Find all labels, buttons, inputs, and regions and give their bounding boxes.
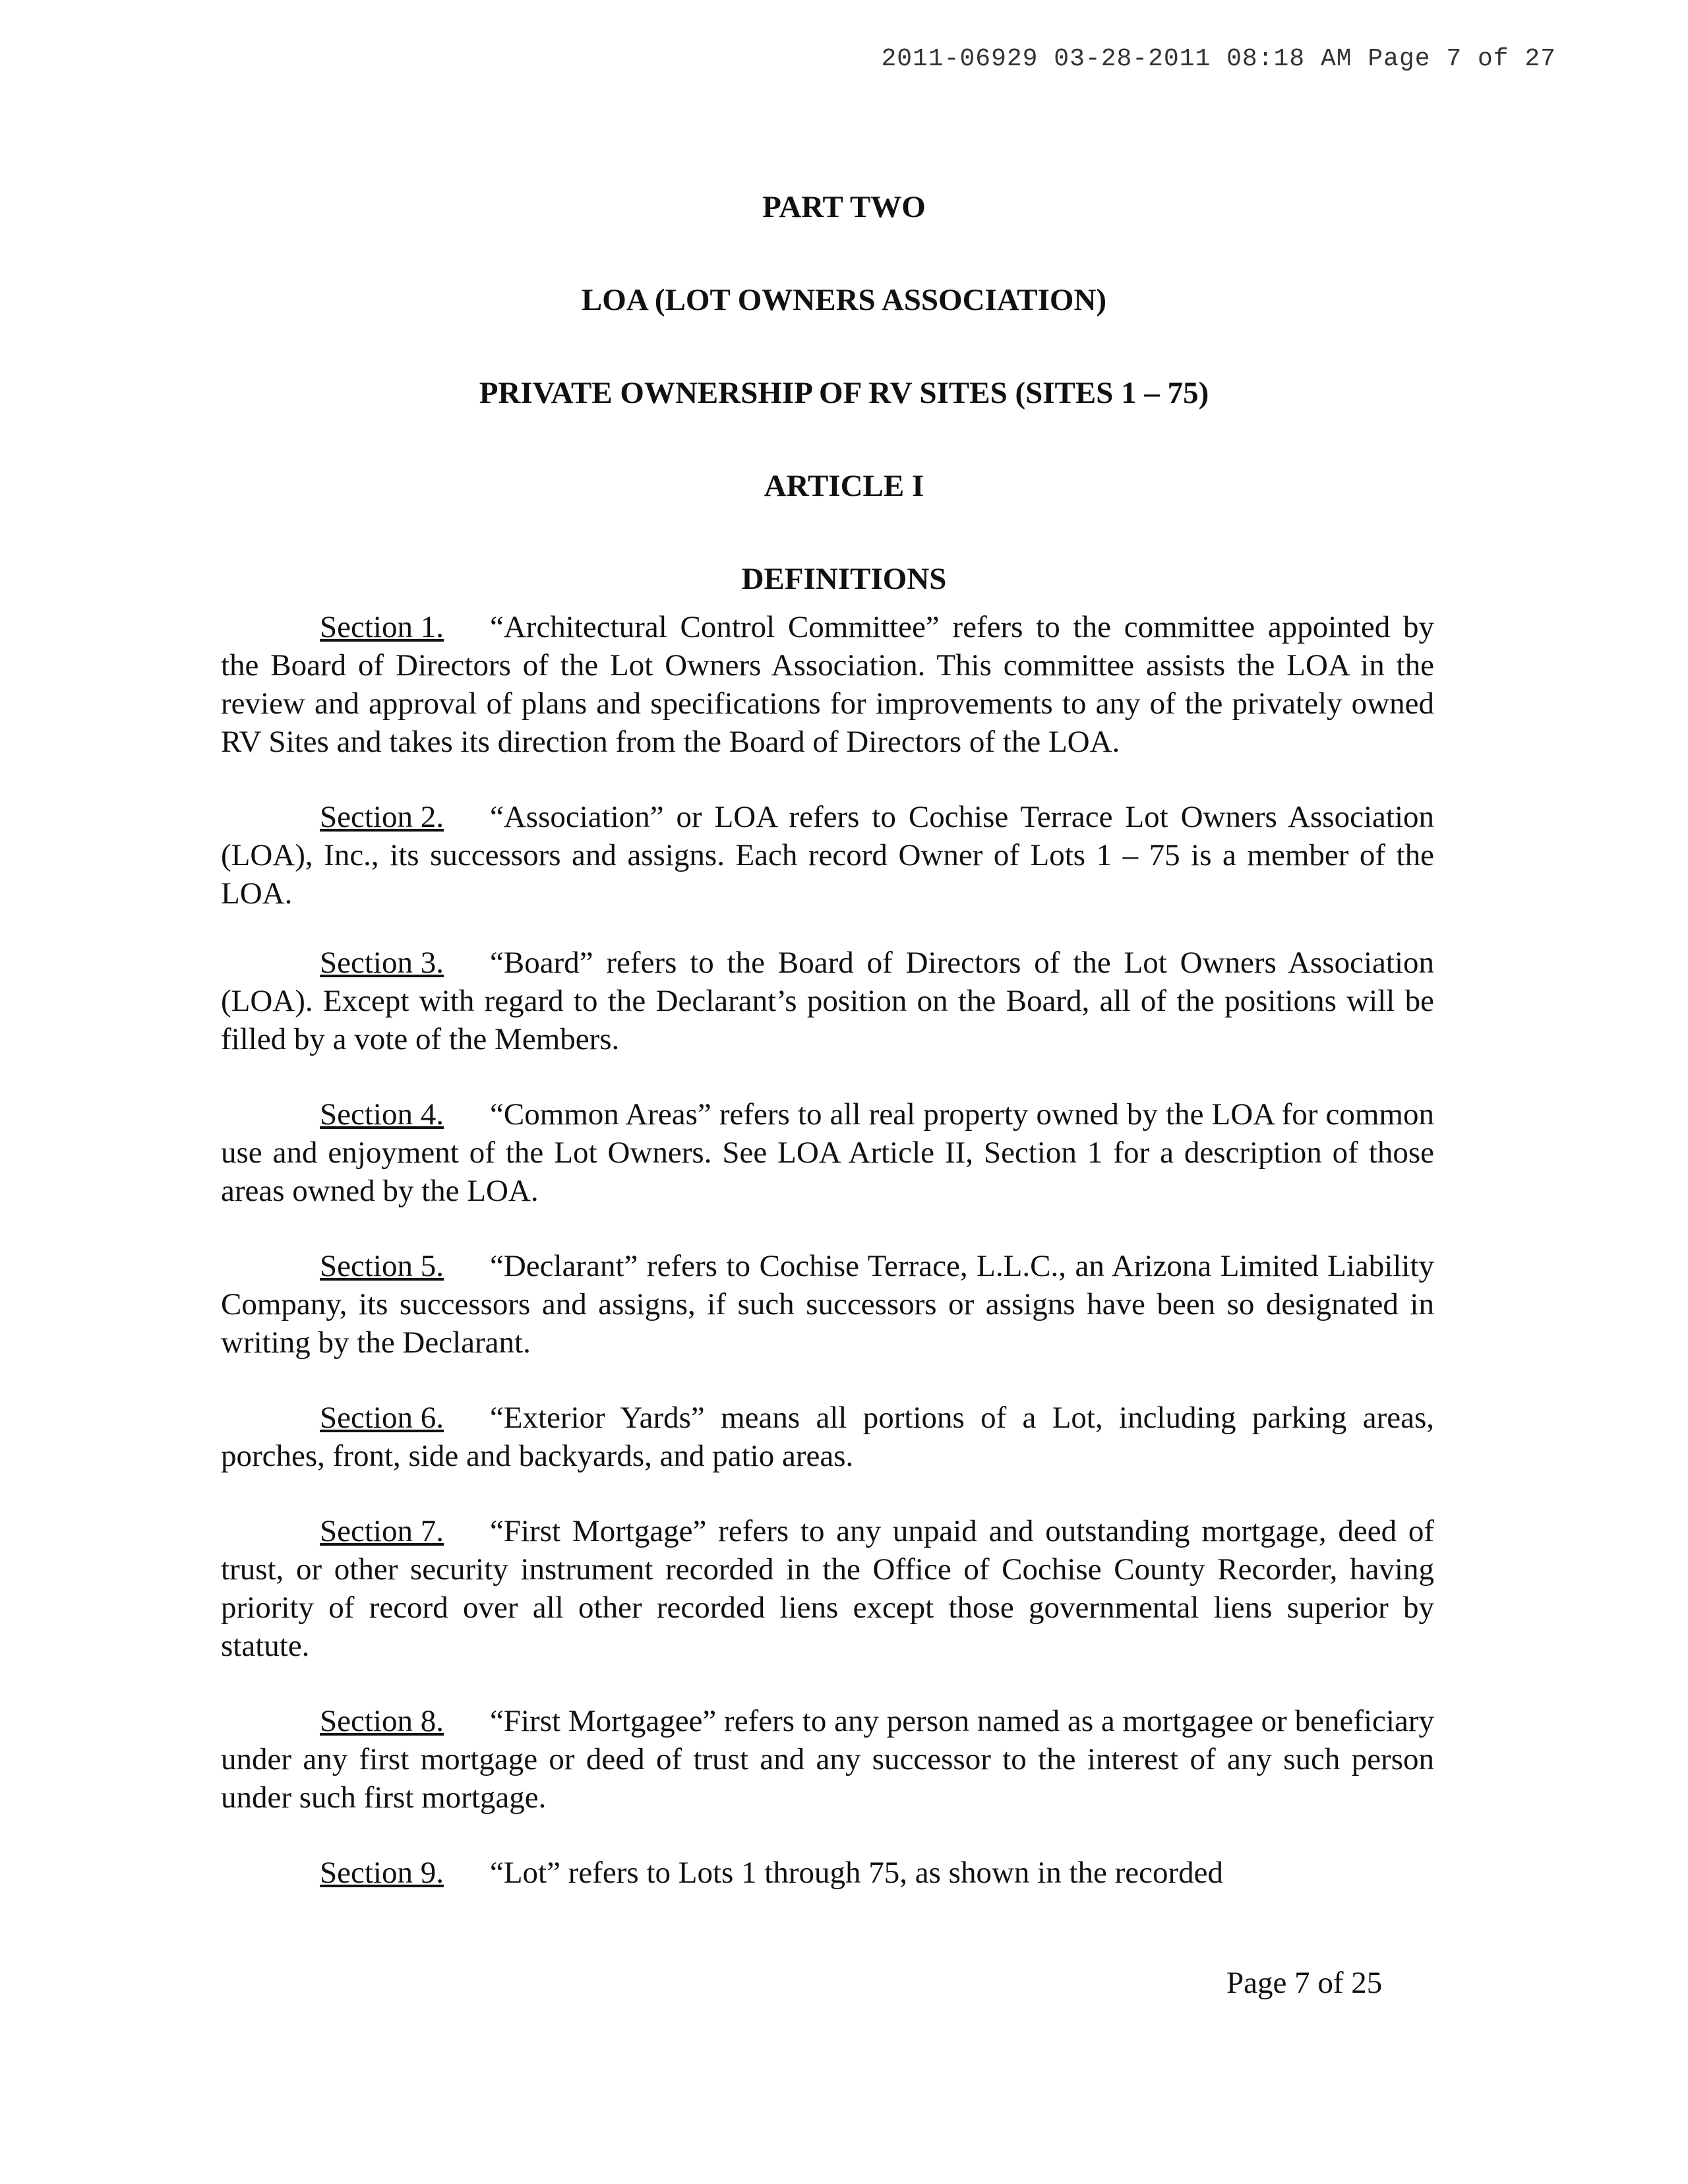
section-text: “Declarant” refers to Cochise Terrace, L.L.C., an Arizona Limited Liability Company, its successors and assigns, if such successors or assigns have been so designated in writing by the Declarant. [221,1249,1434,1360]
section-9 [221,1854,1434,1892]
recording-stamp: 2011-06929 03-28-2011 08:18 AM Page 7 of 27 [881,45,1556,73]
section-text: “Architectural Control Committee” refers to the committee appointed by the Board of Directors of the Lot Owners Association. This committee assists the LOA in the review and approval of plans and specifications for improvements to any of the privately owned RV Sites and takes its direction from the Board of Directors of the LOA. [221,610,1434,759]
section-5 [221,1247,1434,1362]
definitions-heading: DEFINITIONS [741,562,947,596]
section-text: “Association” or LOA refers to Cochise Terrace Lot Owners Association (LOA), Inc., its successors and assigns. Each record Owner of Lots 1 – 75 is a member of the LOA. [221,800,1434,911]
section-label: Section 6. [320,1401,444,1435]
section-text: “First Mortgage” refers to any unpaid and outstanding mortgage, deed of trust, or other security instrument recorded in the Office of Cochise County Recorder, having priority of record over all other recorded liens except those governmental liens superior by statute. [221,1514,1434,1663]
section-label: Section 1. [320,610,444,644]
section-label: Section 5. [320,1249,444,1283]
section-text: “Exterior Yards” means all portions of a Lot, including parking areas, porches, front, side and backyards, and patio areas. [221,1401,1434,1473]
section-label: Section 2. [320,800,444,834]
section-text: “Common Areas” refers to all real property owned by the LOA for common use and enjoyment of the Lot Owners. See LOA Article II, Section 1 for a description of those areas owned by the LOA. [221,1097,1434,1208]
section-8 [221,1702,1434,1817]
section-4 [221,1095,1434,1210]
association-heading: LOA (LOT OWNERS ASSOCIATION) [581,283,1107,317]
section-label: Section 7. [320,1514,444,1548]
page-number: Page 7 of 25 [1226,1966,1383,2000]
section-1 [221,608,1434,761]
section-3 [221,944,1434,1058]
definitions-body [221,577,1434,1929]
section-6 [221,1399,1434,1475]
section-text: “Lot” refers to Lots 1 through 75, as shown in the recorded [489,1856,1224,1890]
section-label: Section 3. [320,946,444,980]
section-label: Section 8. [320,1704,444,1738]
section-label: Section 4. [320,1097,444,1132]
section-7 [221,1512,1434,1665]
part-heading: PART TWO [762,190,926,224]
section-label: Section 9. [320,1856,444,1890]
article-heading: ARTICLE I [764,469,924,503]
ownership-heading: PRIVATE OWNERSHIP OF RV SITES (SITES 1 – 75) [479,376,1209,410]
section-text: “First Mortgagee” refers to any person named as a mortgagee or beneficiary under any first mortgage or deed of trust and any successor to the interest of any such person under such first mortgage. [221,1704,1434,1815]
section-text: “Board” refers to the Board of Directors of the Lot Owners Association (LOA). Except with regard to the Declarant’s position on the Board, all of the positions will be filled by a vote of the Members. [221,946,1434,1056]
section-2 [221,798,1434,913]
